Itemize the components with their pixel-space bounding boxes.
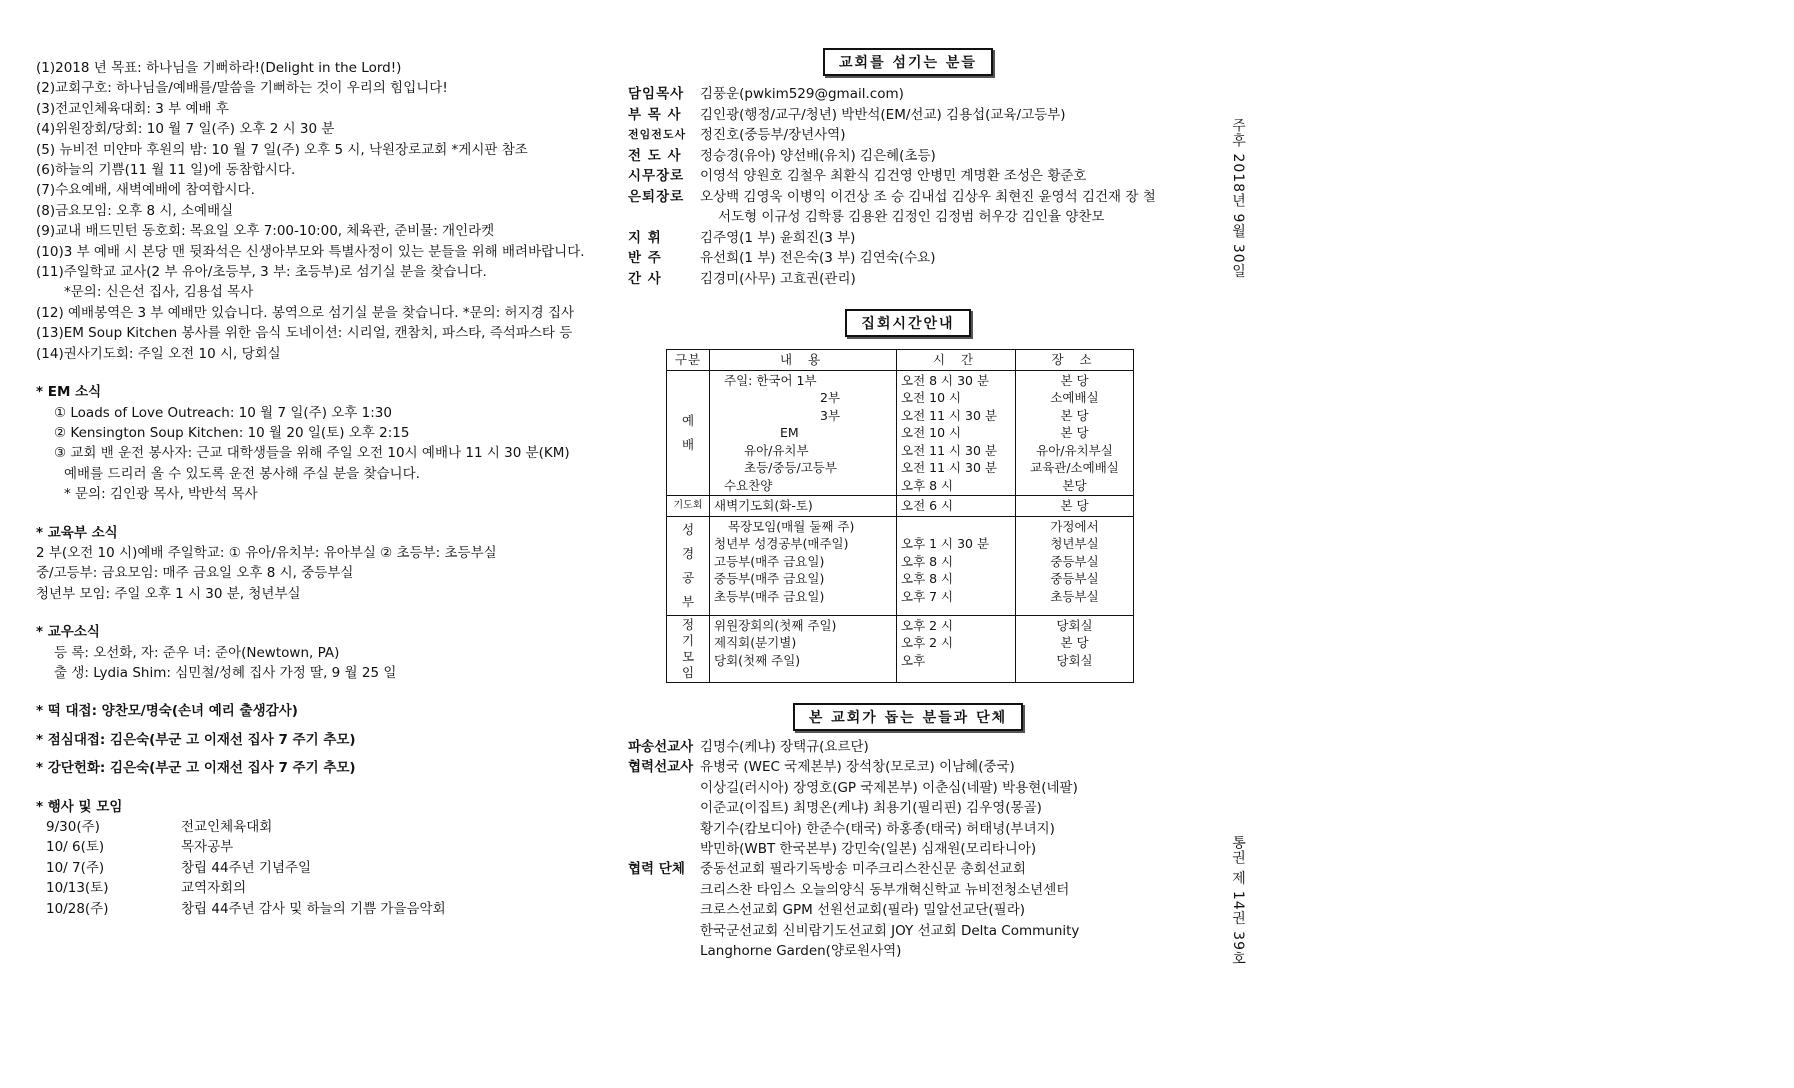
servant-names: 김풍운(pwkim529@gmail.com) <box>700 86 904 102</box>
schedule-time: 오후 2 시 <box>901 617 954 633</box>
schedule-item: 목장모임(매월 둘째 주) <box>728 518 855 534</box>
schedule-place: 중등부실 <box>1050 571 1099 586</box>
schedule-header: 내 용 <box>710 350 897 371</box>
schedule-place: 중등부실 <box>1050 553 1099 569</box>
em-news-item: * 문의: 김인광 목사, 박반석 목사 <box>64 486 258 503</box>
servant-row <box>628 207 1188 228</box>
servant-row <box>628 105 1188 126</box>
servant-row <box>628 248 1188 269</box>
announcement-item: (5) 뉴비전 미얀마 후원의 밤: 10 월 7 일(주) 오후 5 시, 낙원장로교회 *게시판 참조 <box>36 141 528 158</box>
schedule-item: 중등부(매주 금요일) <box>714 571 825 586</box>
announcements <box>36 58 596 364</box>
event-date: 9/30(주) <box>46 819 100 835</box>
schedule-time: 오전 11 시 30 분 <box>901 407 998 423</box>
edu-news-item: 청년부 모임: 주일 오후 1 시 30 분, 청년부실 <box>36 585 301 602</box>
schedule-time: 오전 11 시 30 분 <box>901 442 998 458</box>
bulletin-volume: 통권 제 14권 39호 <box>1230 835 1246 966</box>
event-row <box>36 899 596 919</box>
mission-names: 황기수(캄보디아) 한준수(태국) 하홍종(태국) 허태녕(부녀지) <box>700 820 1055 837</box>
mission-row <box>628 880 1188 900</box>
servant-names: 서도형 이규성 김학룡 김용완 김정인 김정범 허우강 김인율 양찬모 <box>718 209 1105 225</box>
schedule-row-bible <box>667 516 1134 615</box>
mission-row <box>628 859 1188 879</box>
event-desc: 창립 44주년 감사 및 하늘의 기쁨 가을음악회 <box>181 900 446 917</box>
schedule-place: 본 당 <box>1060 372 1089 388</box>
edu-news-heading: * 교육부 소식 <box>36 524 118 541</box>
em-news-section <box>36 382 596 504</box>
servant-names: 정승경(유아) 양선배(유치) 김은혜(초등) <box>700 147 936 164</box>
announcement-item: (7)수요예배, 새벽예배에 참여합시다. <box>36 182 255 199</box>
schedule-places <box>1016 516 1134 615</box>
servant-role: 전 도 사 <box>628 147 682 164</box>
em-news-item: ① Loads of Love Outreach: 10 월 7 일(주) 오후 1:30 <box>54 404 392 421</box>
announcement-item: *문의: 신은선 집사, 김용섭 목사 <box>64 284 254 301</box>
schedule-place: 본당 <box>1062 477 1087 493</box>
mission-names: 김명수(케냐) 장택규(요르단) <box>700 739 869 755</box>
schedule-item: 제직회(분기별) <box>714 635 797 650</box>
event-date: 10/13(토) <box>46 880 109 897</box>
schedule-place: 초등부실 <box>1050 588 1099 604</box>
schedule-item: EM <box>780 425 799 440</box>
mission-row <box>628 757 1188 777</box>
servant-role: 전임전도사 <box>628 128 687 141</box>
schedule-item: 새벽기도회(화-토) <box>710 496 897 517</box>
mission-category: 파송선교사 <box>628 739 694 755</box>
schedule-place: 본 당 <box>1060 407 1089 423</box>
offering-item: * 점심대접: 김은숙(부군 고 이재선 집사 7 주기 추모) <box>36 731 356 748</box>
event-date: 10/ 7(주) <box>46 859 105 876</box>
schedule-place: 당회실 <box>1056 652 1093 668</box>
schedule-place: 가정에서 <box>1050 518 1099 534</box>
servant-row <box>628 146 1188 167</box>
event-date: 10/28(주) <box>46 900 109 917</box>
servant-role: 시무장로 <box>628 168 685 184</box>
schedule-place: 당회실 <box>1056 617 1093 633</box>
schedule-contents <box>710 516 897 615</box>
event-row <box>36 858 596 878</box>
schedule-place: 본 당 <box>1060 425 1089 440</box>
mission-names: Langhorne Garden(양로원사역) <box>700 943 902 960</box>
missions-list <box>628 737 1188 961</box>
schedule-header: 시 간 <box>897 350 1016 371</box>
schedule-contents <box>710 370 897 496</box>
mission-names: 크리스찬 타임스 오늘의양식 동부개혁신학교 뉴비전청소년센터 <box>700 881 1070 898</box>
em-news-item: ② Kensington Soup Kitchen: 10 월 20 일(토) 오후 2:15 <box>54 424 410 441</box>
event-desc: 전교인체육대회 <box>181 819 273 835</box>
schedule-time: 오후 8 시 <box>901 571 954 586</box>
mission-names: 박민하(WBT 한국본부) 강민숙(일본) 심재원(모리타니아) <box>700 841 1037 858</box>
schedule-places <box>1016 615 1134 683</box>
servant-names: 정진호(중등부/장년사역) <box>700 127 846 143</box>
schedule-item: 3부 <box>820 407 841 423</box>
announcement-item: (3)전교인체육대회: 3 부 예배 후 <box>36 100 229 117</box>
schedule-place: 청년부실 <box>1050 536 1099 551</box>
announcement-item: (14)권사기도회: 주일 오전 10 시, 당회실 <box>36 345 281 362</box>
schedule-times <box>897 516 1016 615</box>
left-column <box>36 58 596 919</box>
servant-role: 간 사 <box>628 270 662 287</box>
schedule-time: 오후 <box>901 652 926 668</box>
mission-row <box>628 778 1188 798</box>
mission-names: 크로스선교회 GPM 선원선교회(필라) 밀알선교단(필라) <box>700 902 1026 919</box>
schedule-category-label: 기도회 <box>667 496 710 517</box>
schedule-times <box>897 370 1016 496</box>
event-date: 10/ 6(토) <box>46 839 105 856</box>
servant-row <box>628 125 1188 146</box>
em-news-item: 예배를 드리러 올 수 있도록 운전 봉사해 주실 분을 찾습니다. <box>64 465 420 482</box>
schedule-category-label: 예배 <box>681 412 695 452</box>
servant-row <box>628 228 1188 249</box>
schedule-category <box>667 615 710 683</box>
schedule-time: 오후 2 시 <box>901 635 954 650</box>
mission-names: 유병국 (WEC 국제본부) 장석창(모로코) 이남혜(중국) <box>700 759 1015 776</box>
servant-role: 지 휘 <box>628 229 662 246</box>
schedule-item: 2부 <box>820 390 841 405</box>
announcement-item: (2)교회구호: 하나님을/예배를/말씀을 기뻐하는 것이 우리의 힘입니다! <box>36 80 448 97</box>
schedule-header-row <box>667 350 1134 371</box>
schedule-place: 유아/유치부실 <box>1036 442 1113 458</box>
announcement-item: (1)2018 년 목표: 하나님을 기뻐하라!(Delight in the Lord!) <box>36 60 402 76</box>
schedule-item: 유아/유치부 <box>744 442 809 458</box>
events-section <box>36 797 596 919</box>
servant-row <box>628 187 1188 208</box>
schedule-row-worship <box>667 370 1134 496</box>
schedule-item: 초등부(매주 금요일) <box>714 588 825 604</box>
schedule-row-regular <box>667 615 1134 683</box>
servant-role: 부 목 사 <box>628 106 682 123</box>
schedule-time: 오전 10 시 <box>901 425 962 440</box>
events-heading: * 행사 및 모임 <box>36 798 123 815</box>
event-row <box>36 878 596 898</box>
servant-names: 김주영(1 부) 윤희진(3 부) <box>700 229 856 246</box>
servant-role: 은퇴장로 <box>628 188 685 205</box>
schedule-contents <box>710 615 897 683</box>
schedule-item: 주일: 한국어 1부 <box>724 372 817 388</box>
announcement-item: (6)하늘의 기쁨(11 월 11 일)에 동참합시다. <box>36 162 296 179</box>
member-news-heading: * 교우소식 <box>36 624 100 641</box>
schedule-table <box>666 349 1134 683</box>
offering-item: * 강단헌화: 김은숙(부군 고 이재선 집사 7 주기 추모) <box>36 760 356 777</box>
edu-news-item: 2 부(오전 10 시)예배 주일학교: ① 유아/유치부: 유아부실 ② 초등부: 초등부실 <box>36 544 497 561</box>
missions-title: 본 교회가 돕는 분들과 단체 <box>793 703 1023 731</box>
schedule-category-label: 성경공부 <box>681 521 695 609</box>
servants-title: 교회를 섬기는 분들 <box>823 48 993 76</box>
servant-names: 이영석 양원호 김철우 최환식 김건영 안병민 계명환 조성은 황준호 <box>700 168 1087 184</box>
mission-row <box>628 819 1188 839</box>
member-news-section <box>36 622 596 683</box>
schedule-item: 수요찬양 <box>724 477 773 493</box>
servant-names: 오상백 김영욱 이병익 이건상 조 승 김내섭 김상우 최현진 윤영석 김건재 장 철 <box>700 188 1156 205</box>
mission-row <box>628 737 1188 757</box>
schedule-place: 소예배실 <box>1050 390 1099 405</box>
edu-news-section <box>36 523 596 605</box>
schedule-times <box>897 615 1016 683</box>
schedule-time: 오후 8 시 <box>901 553 954 569</box>
schedule-places <box>1016 370 1134 496</box>
event-desc: 목자공부 <box>181 839 234 856</box>
announcement-item: (8)금요모임: 오후 8 시, 소예배실 <box>36 202 234 219</box>
member-news-item: 출 생: Lydia Shim: 심민철/성혜 집사 가정 딸, 9 월 25 일 <box>54 664 397 681</box>
schedule-category <box>667 516 710 615</box>
schedule-header: 장 소 <box>1016 350 1134 371</box>
em-news-heading: * EM 소식 <box>36 384 102 401</box>
schedule-place: 본 당 <box>1016 496 1134 517</box>
offering-section <box>36 701 596 778</box>
servant-row <box>628 84 1188 105</box>
schedule-item: 당회(첫째 주일) <box>714 652 801 668</box>
announcement-item: (12) 예배봉역은 3 부 예배만 있습니다. 봉역으로 섬기실 분을 찾습니다. *문의: 허지경 집사 <box>36 304 575 321</box>
mission-row <box>628 941 1188 961</box>
announcement-item: (9)교내 배드민턴 동호회: 목요일 오후 7:00-10:00, 체육관, 준비물: 개인라켓 <box>36 223 495 240</box>
announcement-item: (13)EM Soup Kitchen 봉사를 위한 음식 도네이션: 시리얼, 캔참치, 파스타, 즉석파스타 등 <box>36 325 573 342</box>
schedule-time: 오전 8 시 30 분 <box>901 372 990 388</box>
schedule-category <box>667 370 710 496</box>
schedule-item: 초등/중등/고등부 <box>744 460 837 475</box>
schedule-time: 오후 8 시 <box>901 477 954 493</box>
schedule-header: 구분 <box>667 350 710 371</box>
event-row <box>36 817 596 837</box>
mission-names: 한국군선교회 신비람기도선교회 JOY 선교회 Delta Community <box>700 922 1080 939</box>
servant-role: 반 주 <box>628 250 662 266</box>
right-column <box>628 48 1188 961</box>
mission-row <box>628 900 1188 920</box>
schedule-time: 오전 10 시 <box>901 390 962 405</box>
schedule-time: 오전 6 시 <box>897 496 1016 517</box>
schedule-row-prayer <box>667 496 1134 517</box>
schedule-place: 본 당 <box>1060 635 1089 650</box>
servant-row <box>628 166 1188 187</box>
mission-category: 협력 단체 <box>628 861 685 878</box>
servant-names: 유선희(1 부) 전은숙(3 부) 김연숙(수요) <box>700 250 936 266</box>
member-news-item: 등 록: 오선화, 자: 준우 녀: 준아(Newtown, PA) <box>54 644 340 661</box>
servant-row <box>628 269 1188 290</box>
schedule-place: 교육관/소예배실 <box>1030 460 1119 475</box>
event-desc: 교역자회의 <box>181 880 247 897</box>
schedule-item: 청년부 성경공부(매주일) <box>714 536 849 551</box>
event-desc: 창립 44주년 기념주일 <box>181 859 312 876</box>
schedule-item: 고등부(매주 금요일) <box>714 553 825 569</box>
servant-names: 김경미(사무) 고효권(관리) <box>700 270 856 287</box>
announcement-item: (11)주일학교 교사(2 부 유아/초등부, 3 부: 초등부)로 섬기실 분을 찾습니다. <box>36 264 487 281</box>
schedule-time: 오후 7 시 <box>901 588 954 604</box>
schedule-time <box>901 518 1011 536</box>
bulletin-date: 주후 2018년 9월 30일 <box>1230 118 1246 279</box>
schedule-category-label: 정기모임 <box>681 616 695 680</box>
mission-row <box>628 921 1188 941</box>
schedule-item: 위원장회의(첫째 주일) <box>714 617 837 633</box>
mission-names: 이상길(러시아) 장영호(GP 국제본부) 이춘심(네팔) 박용현(네팔) <box>700 779 1078 796</box>
offering-item: * 떡 대접: 양찬모/명숙(손녀 예리 출생감사) <box>36 703 298 720</box>
schedule-title: 집회시간안내 <box>845 309 970 337</box>
mission-category: 협력선교사 <box>628 759 694 776</box>
mission-row <box>628 839 1188 859</box>
schedule-time: 오전 11 시 30 분 <box>901 460 998 475</box>
mission-names: 이준교(이집트) 최명온(케냐) 최용기(필리핀) 김우영(몽골) <box>700 800 1042 817</box>
servant-role: 담임목사 <box>628 86 685 102</box>
schedule-time: 오후 1 시 30 분 <box>901 536 990 551</box>
em-news-item: ③ 교회 밴 운전 봉사자: 근교 대학생들을 위해 주일 오전 10시 예배나 11 시 30 분(KM) <box>54 445 570 462</box>
announcement-item: (4)위원장회/당회: 10 월 7 일(주) 오후 2 시 30 분 <box>36 121 335 138</box>
mission-row <box>628 798 1188 818</box>
announcement-item: (10)3 부 예배 시 본당 맨 뒷좌석은 신생아부모와 특별사정이 있는 분들을 위해 배려바랍니다. <box>36 243 585 260</box>
event-row <box>36 837 596 857</box>
servant-names: 김인광(행정/교구/청년) 박반석(EM/선교) 김용섭(교육/고등부) <box>700 106 1066 123</box>
edu-news-item: 중/고등부: 금요모임: 매주 금요일 오후 8 시, 중등부실 <box>36 565 354 582</box>
servants-list <box>628 84 1188 289</box>
mission-names: 중동선교회 필라기독방송 미주크리스찬신문 총회선교회 <box>700 861 1026 878</box>
